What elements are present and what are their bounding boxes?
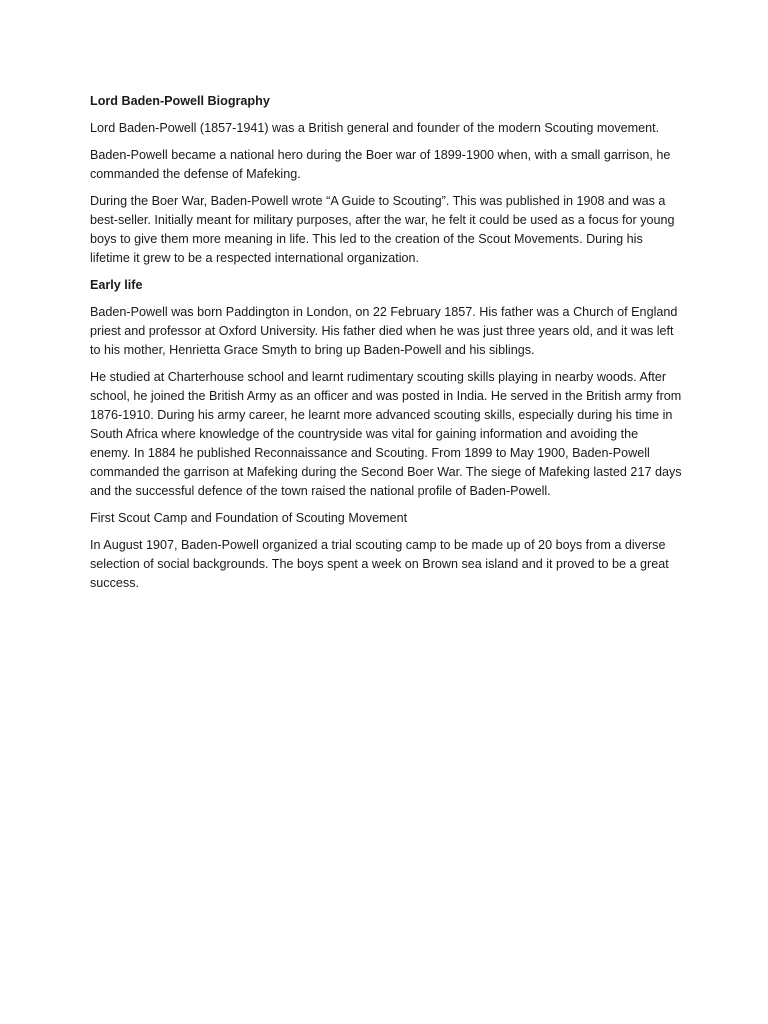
intro-paragraph-2: Baden-Powell became a national hero during the Boer war of 1899-1900 when, with a small garrison, he commanded the defense of Mafeking. — [90, 148, 671, 181]
section-heading-first-camp: First Scout Camp and Foundation of Scouting Movement — [90, 511, 408, 525]
early-life-paragraph-1: Baden-Powell was born Paddington in London, on 22 February 1857. His father was a Church of England priest and professor at Oxford University. His father died when he was just three years old, and it was left to his mother, Henrietta Grace Smyth to bring up Baden-Powell and his siblings. — [90, 305, 678, 357]
document-title: Lord Baden-Powell Biography — [90, 94, 270, 108]
intro-paragraph-3: During the Boer War, Baden-Powell wrote “A Guide to Scouting”. This was published in 1908 and was a best-seller. Initially meant for military purposes, after the war, he felt it could be used as a focus for young boys to give them more meaning in life. This led to the creation of the Scout Movements. During his lifetime it grew to be a respected international organization. — [90, 194, 675, 265]
first-camp-paragraph-1: In August 1907, Baden-Powell organized a trial scouting camp to be made up of 20 boys from a diverse selection of social backgrounds. The boys spent a week on Brown sea island and it proved to be a great success. — [90, 538, 669, 590]
section-heading-early-life: Early life — [90, 278, 143, 292]
early-life-paragraph-2: He studied at Charterhouse school and learnt rudimentary scouting skills playing in nearby woods. After school, he joined the British Army as an officer and was posted in India. He served in the British army from 1876-1910. During his army career, he learnt more advanced scouting skills, especially during his time in South Africa where knowledge of the countryside was vital for gaining information and avoiding the enemy. In 1884 he published Reconnaissance and Scouting. From 1899 to May 1900, Baden-Powell commanded the garrison at Mafeking during the Second Boer War. The siege of Mafeking lasted 217 days and the successful defence of the town raised the national profile of Baden-Powell. — [90, 370, 682, 498]
document-page — [90, 92, 682, 601]
intro-paragraph-1: Lord Baden-Powell (1857-1941) was a British general and founder of the modern Scouting movement. — [90, 121, 660, 135]
